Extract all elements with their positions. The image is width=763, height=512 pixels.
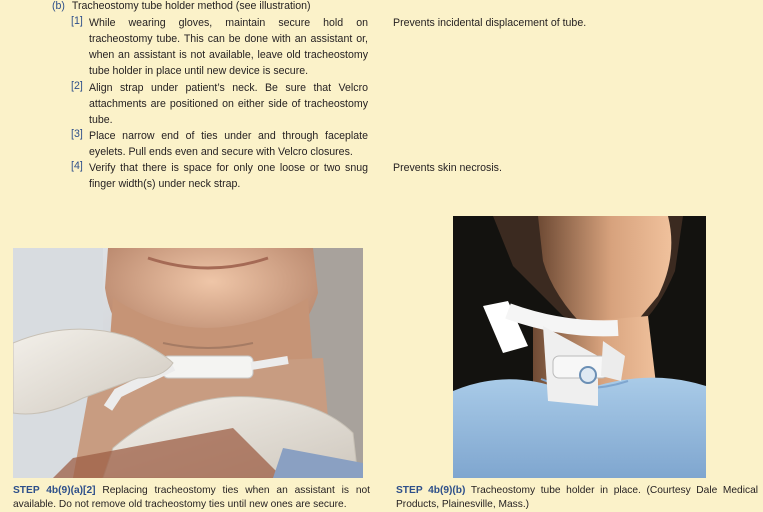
step-rationale: Prevents incidental displacement of tube. <box>393 17 587 29</box>
step-number: [4] <box>71 160 83 172</box>
step-text: Place narrow end of ties under and through faceplate eyelets. Pull ends even and secure with Velcro closures. <box>89 130 368 158</box>
figure-label: STEP 4b(9)(b) <box>396 485 466 496</box>
step-text: While wearing gloves, maintain secure hold on tracheostomy tube. This can be done with an assistant or, when an assistant is not available, leave old tracheostomy tube holder in place until new device is secure. <box>89 17 368 77</box>
step-number: [2] <box>71 80 83 92</box>
photo-tube-holder-illustration <box>453 216 706 478</box>
figure-label: STEP 4b(9)(a)[2] <box>13 485 96 496</box>
substep-heading <box>52 0 311 13</box>
step-rationale: Prevents skin necrosis. <box>393 162 502 174</box>
substep-marker: (b) <box>52 0 65 12</box>
figure-caption-text: Tracheostomy tube holder in place. (Courtesy Dale Medical Products, Plainesville, Mass.) <box>396 485 759 510</box>
photo-tube-holder <box>453 216 706 478</box>
step-number: [1] <box>71 15 83 27</box>
photo-replacing-ties-illustration <box>13 248 363 478</box>
step-number: [3] <box>71 128 83 140</box>
photo-replacing-ties <box>13 248 363 478</box>
step-text: Align strap under patient’s neck. Be sure that Velcro attachments are positioned on either side of tracheostomy tube. <box>89 82 368 126</box>
substep-title: Tracheostomy tube holder method (see illustration) <box>71 0 311 12</box>
step-text: Verify that there is space for only one loose or two snug finger width(s) under neck strap. <box>89 162 368 190</box>
figure-caption-text: Replacing tracheostomy ties when an assistant is not available. Do not remove old tracheostomy ties until new ones are secure. <box>13 485 371 510</box>
